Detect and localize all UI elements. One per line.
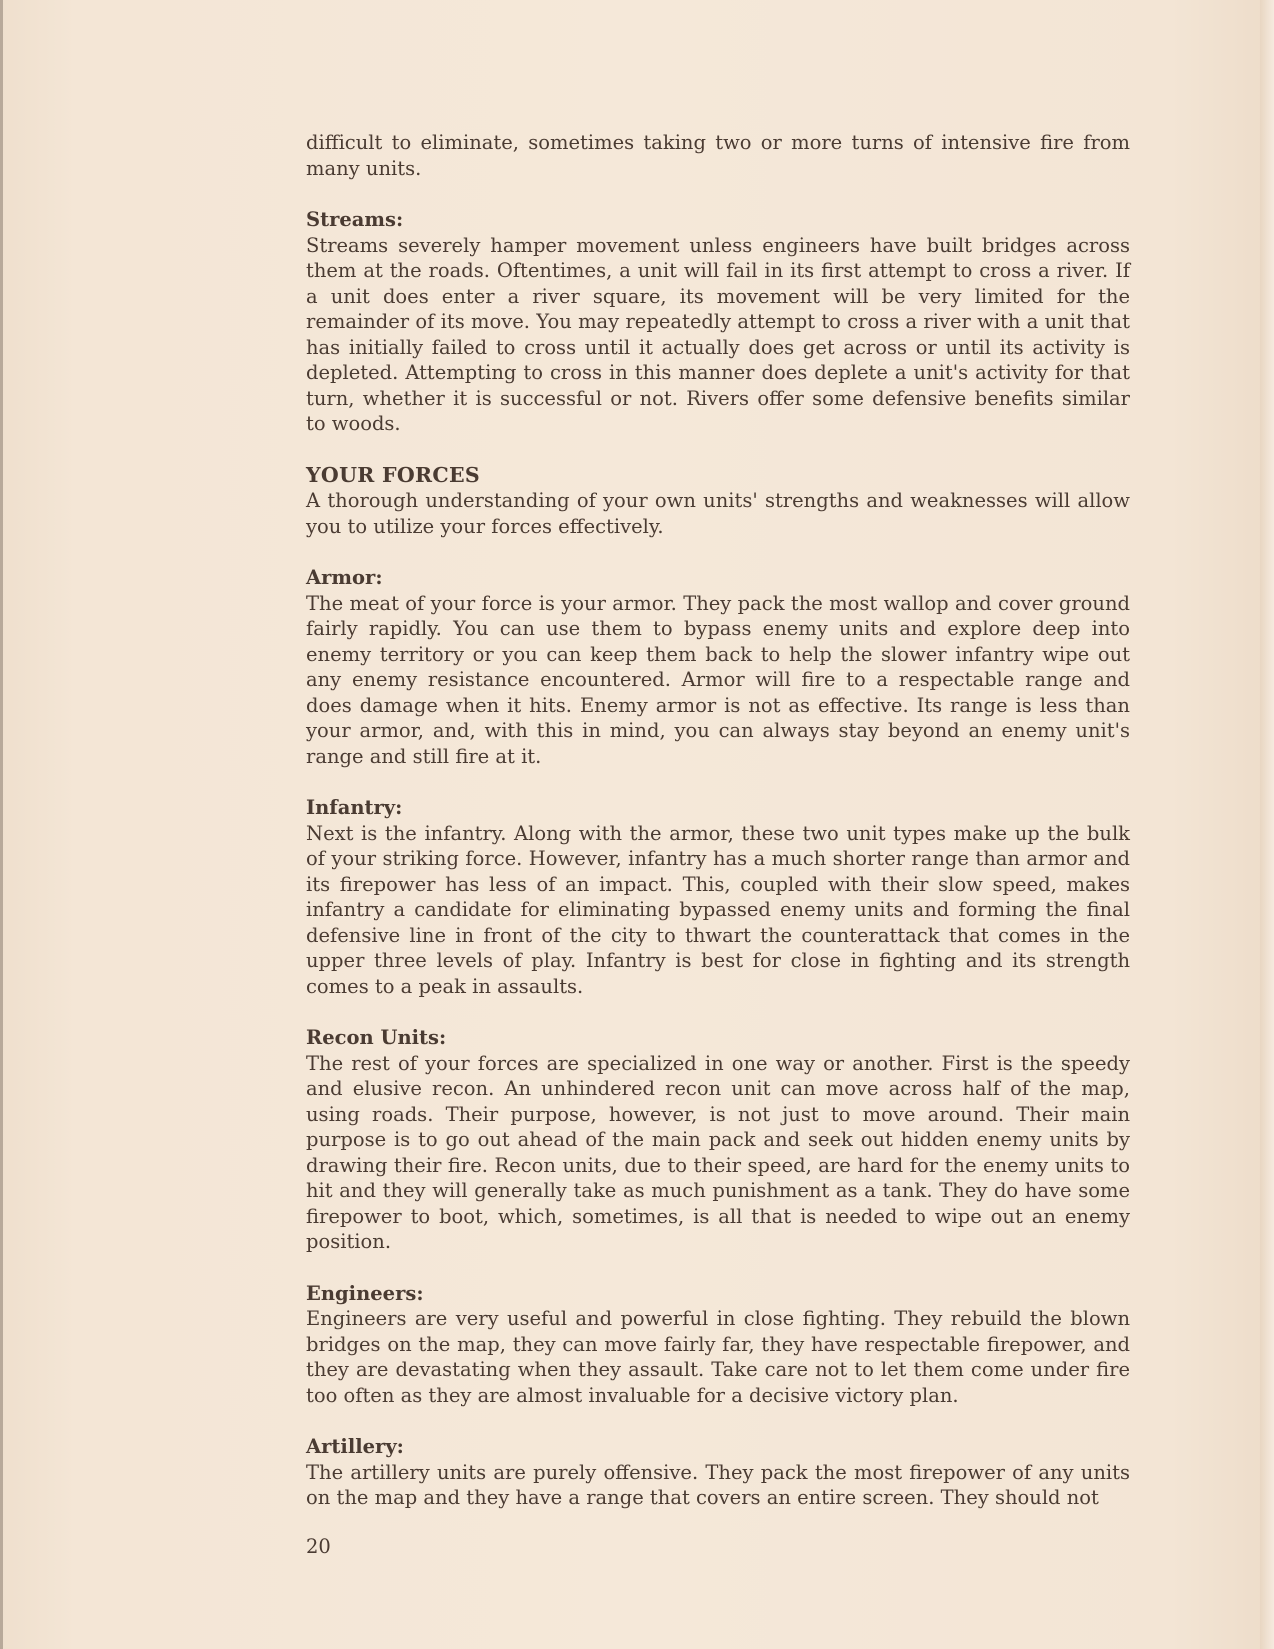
engineers-section <box>306 1281 1130 1409</box>
armor-section <box>306 565 1130 769</box>
armor-heading: Armor: <box>306 566 383 589</box>
armor-paragraph: The meat of your force is your armor. They pack the most wallop and cover ground fairly rapidly. You can use them to bypass enemy units and explore deep into enemy territory or you can keep them back to help the slower infantry wipe out any enemy resistance encountered. Armor will fire to a respectable range and does damage when it hits. Enemy armor is not as effective. Its range is less than your armor, and, with this in mind, you can always stay beyond an enemy unit's range and still fire at it. <box>306 591 1130 768</box>
your-forces-paragraph: A thorough understanding of your own units' strengths and weaknesses will allow you to utilize your forces effectively. <box>306 489 1130 538</box>
page-content <box>306 130 1130 1511</box>
recon-heading: Recon Units: <box>306 1026 447 1049</box>
infantry-section <box>306 795 1130 999</box>
intro-paragraph: difficult to eliminate, sometimes taking two or more turns of intensive fire from many units. <box>306 131 1130 180</box>
recon-section <box>306 1025 1130 1255</box>
page-number: 20 <box>306 1535 331 1558</box>
infantry-heading: Infantry: <box>306 796 403 819</box>
your-forces-section <box>306 463 1130 540</box>
artillery-section <box>306 1434 1130 1511</box>
streams-section <box>306 207 1130 437</box>
infantry-paragraph: Next is the infantry. Along with the armor, these two unit types make up the bulk of your striking force. However, infantry has a much shorter range than armor and its firepower has less of an impact. This, coupled with their slow speed, makes infantry a candidate for eliminating bypassed enemy units and forming the final defensive line in front of the city to thwart the counterattack that comes in the upper three levels of play. Infantry is best for close in fighting and its strength comes to a peak in assaults. <box>306 821 1130 998</box>
artillery-paragraph: The artillery units are purely offensive. They pack the most firepower of any units on the map and they have a range that covers an entire screen. They should not <box>306 1460 1130 1509</box>
engineers-paragraph: Engineers are very useful and powerful in close fighting. They rebuild the blown bridges on the map, they can move fairly far, they have respectable firepower, and they are devastating when they assault. Take care not to let them come under fire too often as they are almost invaluable for a decisive victory plan. <box>306 1307 1130 1407</box>
artillery-heading: Artillery: <box>306 1435 404 1458</box>
streams-paragraph: Streams severely hamper movement unless engineers have built bridges across them at the roads. Oftentimes, a unit will fail in its first attempt to cross a river. If a unit does enter a river square, its movement will be very limited for the remainder of its move. You may repeatedly attempt to cross a river with a unit that has initially failed to cross until it actually does get across or until its activity is depleted. Attempting to cross in this manner does deplete a unit's activity for that turn, whether it is successful or not. Rivers offer some defensive benefits similar to woods. <box>306 233 1130 435</box>
page-right-edge <box>1260 0 1274 1649</box>
streams-heading: Streams: <box>306 208 404 231</box>
page-left-edge <box>0 0 3 1649</box>
your-forces-heading: YOUR FORCES <box>306 462 481 487</box>
engineers-heading: Engineers: <box>306 1281 424 1305</box>
recon-paragraph: The rest of your forces are specialized in one way or another. First is the speedy and elusive recon. An unhindered recon unit can move across half of the map, using roads. Their purpose, however, is not just to move around. Their main purpose is to go out ahead of the main pack and seek out hidden enemy units by drawing their fire. Recon units, due to their speed, are hard for the enemy units to hit and they will generally take as much punishment as a tank. They do have some firepower to boot, which, sometimes, is all that is needed to wipe out an enemy position. <box>306 1051 1130 1253</box>
